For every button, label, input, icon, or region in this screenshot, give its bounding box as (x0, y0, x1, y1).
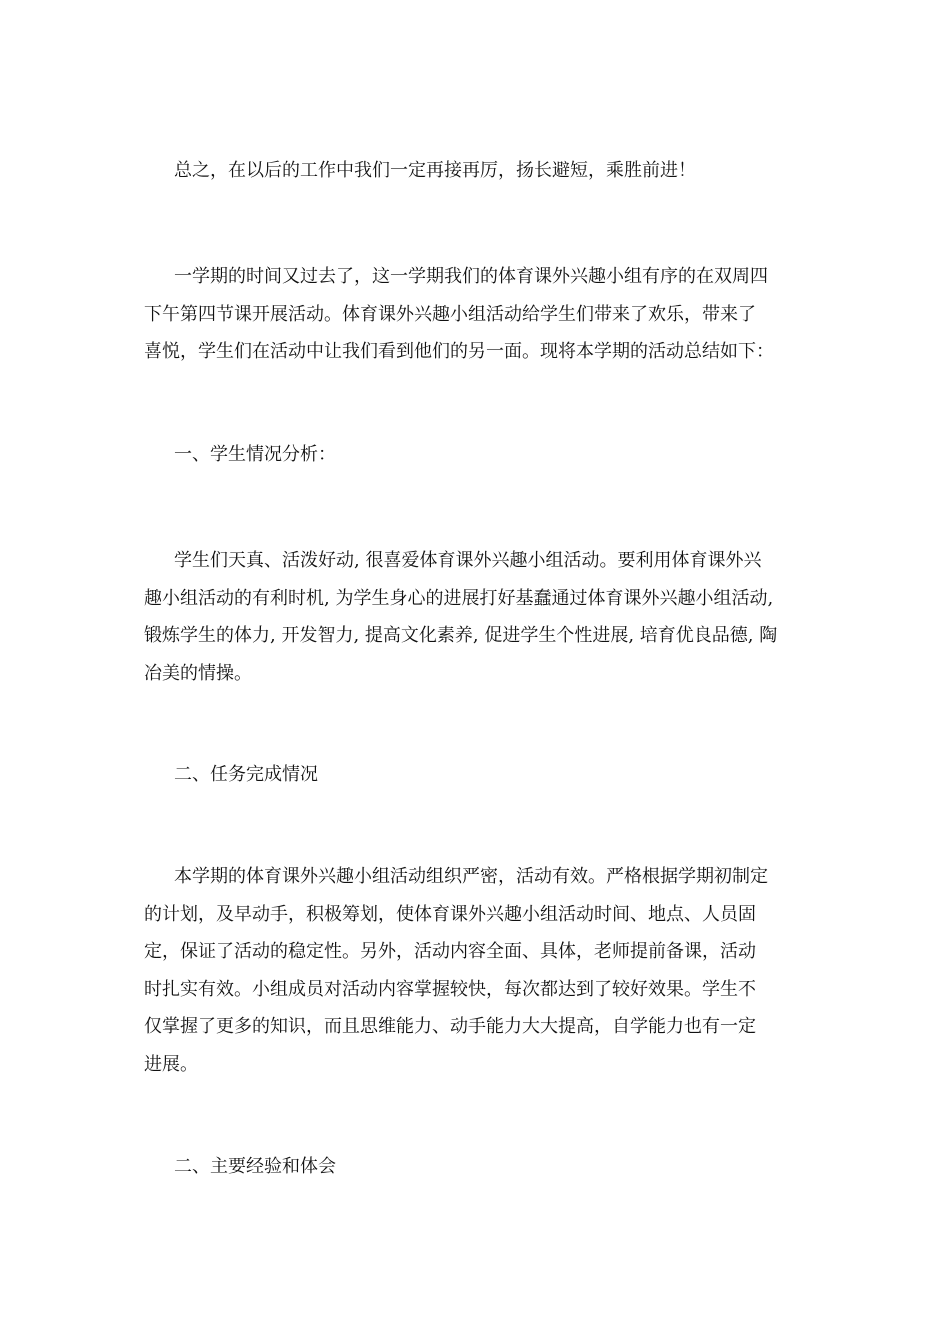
section-heading-experience: 二、主要经验和体会 (174, 1156, 336, 1177)
closing-paragraph: 总之，在以后的工作中我们一定再接再厉，扬长避短，乘胜前进！ (174, 160, 696, 181)
student-analysis-paragraph: 学生们天真、活泼好动, 很喜爱体育课外兴趣小组活动。要利用体育课外兴 趣小组活动的有利时机, 为学生身心的进展打好基蠢通过体育课外兴趣小组活动, 锻炼学生的体力, 开发智力, 提高文化素养, 促进学生个性进展, 培育优良品德, 陶 冶美的情操。 (144, 550, 778, 684)
section-heading-student-analysis: 一、学生情况分析： (174, 444, 336, 465)
section-heading-task-completion: 二、任务完成情况 (174, 764, 318, 785)
task-completion-paragraph: 本学期的体育课外兴趣小组活动组织严密，活动有效。严格根据学期初制定 的计划，及早动手，积极筹划，使体育课外兴趣小组活动时间、地点、人员固 定，保证了活动的稳定性。另外，活动内容全面、具体，老师提前备课，活动 时扎实有效。小组成员对活动内容掌握较快，每次都达到了较好效果。学生不 仅掌握了更多的知识，而且思维能力、动手能力大大提高，自学能力也有一定 进展。 (144, 866, 768, 1075)
intro-paragraph: 一学期的时间又过去了，这一学期我们的体育课外兴趣小组有序的在双周四 下午第四节课开展活动。体育课外兴趣小组活动给学生们带来了欢乐，带来了 喜悦，学生们在活动中让我们看到他们的另一面。现将本学期的活动总结如下： (144, 266, 774, 362)
